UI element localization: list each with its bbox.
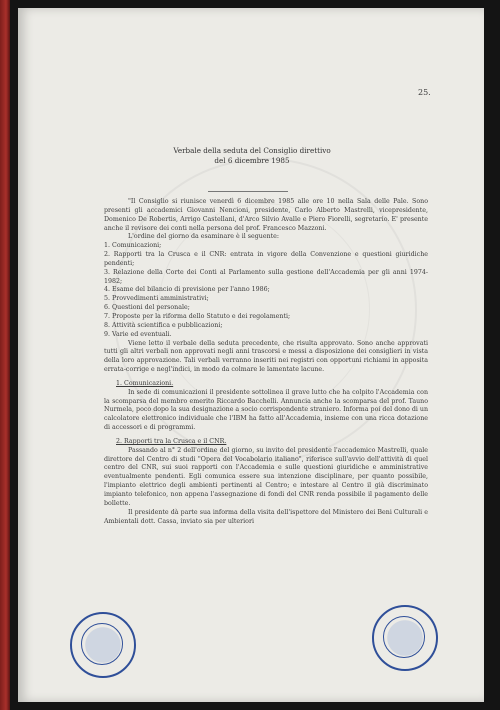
section-1-heading: 1. Comunicazioni.: [116, 379, 174, 387]
agenda-item: 1. Comunicazioni;: [104, 242, 162, 250]
intro-paragraph: "Il Consiglio si riunisce venerdì 6 dicembre 1985 alle ore 10 nella Sala delle Pale. Sono presenti gli accademici Giovanni Nencioni, presidente, Carlo Alberto Mastrelli, vicepresidente, Domenico De Robertis, Arrigo Castellani, d'Arco Silvio Avalle e Piero Fiorelli, segretario. E' presente anche il revisore dei conti nella persona del prof. Francesco Mazzoni.: [104, 198, 428, 232]
section-1-paragraph: In sede di comunicazioni il presidente sottolinea il grave lutto che ha colpito l'Accademia con la scomparsa del membro emerito Riccardo Bacchelli. Annuncia anche la scomparsa del prof. Tauno Nurmela, poco dopo la sua designazione a socio corrispondente straniero. Informa poi del dono di un calcolatore elettronico individuale che l'IBM ha fatto all'Accademia, insieme con una ricca dotazione di accessori e di programmi.: [104, 388, 428, 432]
agenda-item: 6. Questioni del personale;: [104, 304, 190, 312]
academy-seal-left: [70, 612, 136, 678]
agenda-intro: L'ordine del giorno da esaminare è il seguente:: [128, 233, 280, 241]
agenda-item: 7. Proposte per la riforma dello Statuto e dei regolamenti;: [104, 312, 291, 320]
agenda-list: [104, 242, 428, 339]
section-2-paragraph-2: Il presidente dà parte sua informa della visita dell'ispettore del Ministero dei Beni Culturali e Ambientali dott. Cassa, inviato sia per ulteriori: [104, 508, 428, 525]
agenda-item: 5. Provvedimenti amministrativi;: [104, 295, 209, 303]
section-2-heading: 2. Rapporti tra la Crusca e il CNR.: [116, 437, 227, 445]
agenda-item: 3. Relazione della Corte dei Conti al Parlamento sulla gestione dell'Accademia per gli anni 1974-1982;: [104, 268, 428, 285]
binding-spine: [0, 0, 10, 710]
page-number: 25.: [418, 88, 431, 97]
document-page: [18, 8, 484, 702]
agenda-item: 8. Attività scientifica e pubblicazioni;: [104, 321, 223, 329]
agenda-item: 4. Esame del bilancio di previsione per l'anno 1986;: [104, 286, 270, 294]
agenda-item: 2. Rapporti tra la Crusca e il CNR: entrata in vigore della Convenzione e questioni giuridiche pendenti;: [104, 251, 428, 267]
page-title: [138, 146, 366, 165]
title-divider: [208, 191, 288, 192]
document-body: [104, 198, 428, 526]
title-line-1: Verbale della seduta del Consiglio direttivo: [173, 146, 331, 155]
verbale-paragraph: Viene letto il verbale della seduta precedente, che risulta approvato. Sono anche approvati tutti gli altri verbali non approvati negli anni trascorsi e messi a disposizione dei consiglieri in vista della loro approvazione. Tali verbali verranno inseriti nei registri con opportuni richiami in apposita errata-corrige e negl'indici, in modo da colmare le lamentate lacune.: [104, 339, 428, 374]
title-line-2: del 6 dicembre 1985: [214, 155, 290, 165]
section-2-paragraph-1: Passando al n° 2 dell'ordine del giorno, su invito del presidente l'accademico Mastrelli, quale direttore del Centro di studi "Opera del Vocabolario italiano", riferisce sull'avvio dell'attività di quel centro del CNR, sui suoi rapporti con l'Accademia e sulle questioni giuridiche e amministrative eventualmente pendenti. Egli comunica essere sua intenzione disciplinare, per quanto possibile, l'impianto elettrico degli ambienti pertinenti al Centro; e intestare al Centro il già discriminato impianto telefonico, non appena l'assegnazione di fondi del CNR renda possibile il pagamento delle bollette.: [104, 446, 428, 507]
agenda-item: 9. Varie ed eventuali.: [104, 330, 172, 338]
academy-seal-right: [372, 605, 438, 671]
